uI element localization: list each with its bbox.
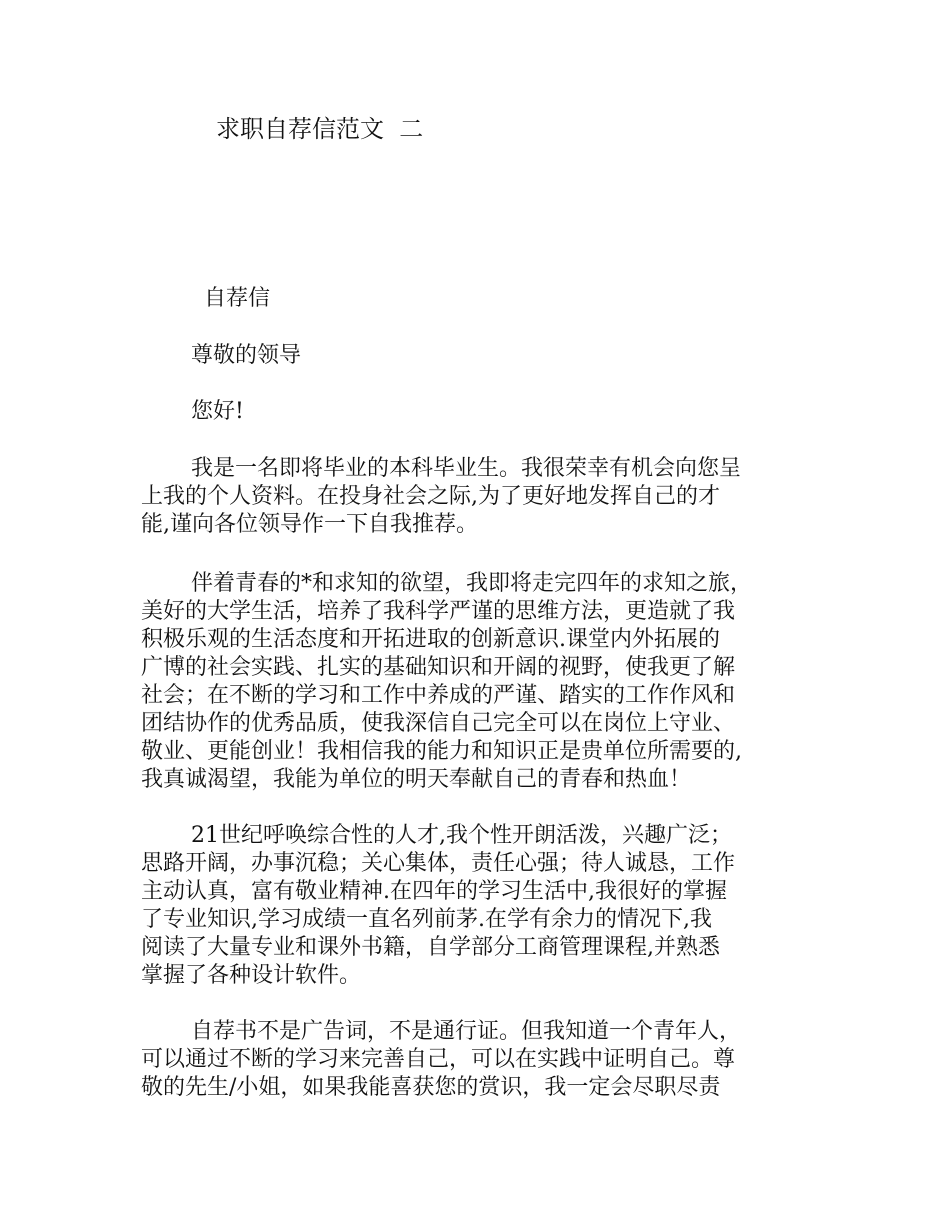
paragraph-line: 伴着青春的*和求知的欲望，我即将走完四年的求知之旅， bbox=[191, 571, 753, 596]
paragraph-line: 美好的大学生活，培养了我科学严谨的思维方法，更造就了我 bbox=[141, 599, 736, 624]
paragraph-line: 我是一名即将毕业的本科毕业生。我很荣幸有机会向您呈 bbox=[191, 456, 742, 481]
paragraph-line: 阅读了大量专业和课外书籍，自学部分工商管理课程,并熟悉 bbox=[141, 935, 720, 960]
paragraph-line: 可以通过不断的学习来完善自己，可以在实践中证明自己。尊 bbox=[141, 1047, 736, 1072]
paragraph-line: 团结协作的优秀品质，使我深信自己完全可以在岗位上守业、 bbox=[141, 711, 736, 736]
body-paragraph-4 bbox=[141, 1018, 831, 1102]
paragraph-line: 了专业知识,学习成绩一直名列前茅.在学有余力的情况下,我 bbox=[141, 907, 712, 932]
body-paragraph-2 bbox=[141, 570, 831, 794]
body-paragraph-1 bbox=[141, 455, 831, 539]
paragraph-line: 思路开阔，办事沉稳；关心集体，责任心强；待人诚恳，工作 bbox=[141, 851, 736, 876]
paragraph-line: 主动认真，富有敬业精神.在四年的学习生活中,我很好的掌握 bbox=[141, 879, 727, 904]
paragraph-line: 广博的社会实践、扎实的基础知识和开阔的视野，使我更了解 bbox=[141, 655, 736, 680]
letter-greeting: 您好! bbox=[191, 399, 244, 424]
paragraph-line: 能,谨向各位领导作一下自我推荐。 bbox=[141, 512, 478, 537]
paragraph-line: 社会；在不断的学习和工作中养成的严谨、踏实的工作作风和 bbox=[141, 683, 736, 708]
paragraph-line: 敬业、更能创业！我相信我的能力和知识正是贵单位所需要的, bbox=[141, 739, 742, 764]
paragraph-line: 上我的个人资料。在投身社会之际,为了更好地发挥自己的才 bbox=[141, 484, 720, 509]
body-paragraph-3 bbox=[141, 822, 831, 990]
letter-salutation: 尊敬的领导 bbox=[191, 343, 302, 368]
paragraph-line: 自荐书不是广告词，不是通行证。但我知道一个青年人， bbox=[191, 1019, 742, 1044]
letter-heading: 自荐信 bbox=[204, 286, 271, 311]
paragraph-line: 21世纪呼唤综合性的人才,我个性开朗活泼，兴趣广泛； bbox=[191, 823, 732, 848]
paragraph-line: 积极乐观的生活态度和开拓进取的创新意识.课堂内外拓展的 bbox=[141, 627, 720, 652]
document-title: 求职自荐信范文 二 bbox=[216, 115, 424, 143]
paragraph-line: 我真诚渴望，我能为单位的明天奉献自己的青春和热血！ bbox=[141, 767, 692, 792]
paragraph-line: 敬的先生/小姐，如果我能喜获您的赏识，我一定会尽职尽责 bbox=[141, 1075, 721, 1100]
paragraph-line: 掌握了各种设计软件。 bbox=[141, 963, 362, 988]
